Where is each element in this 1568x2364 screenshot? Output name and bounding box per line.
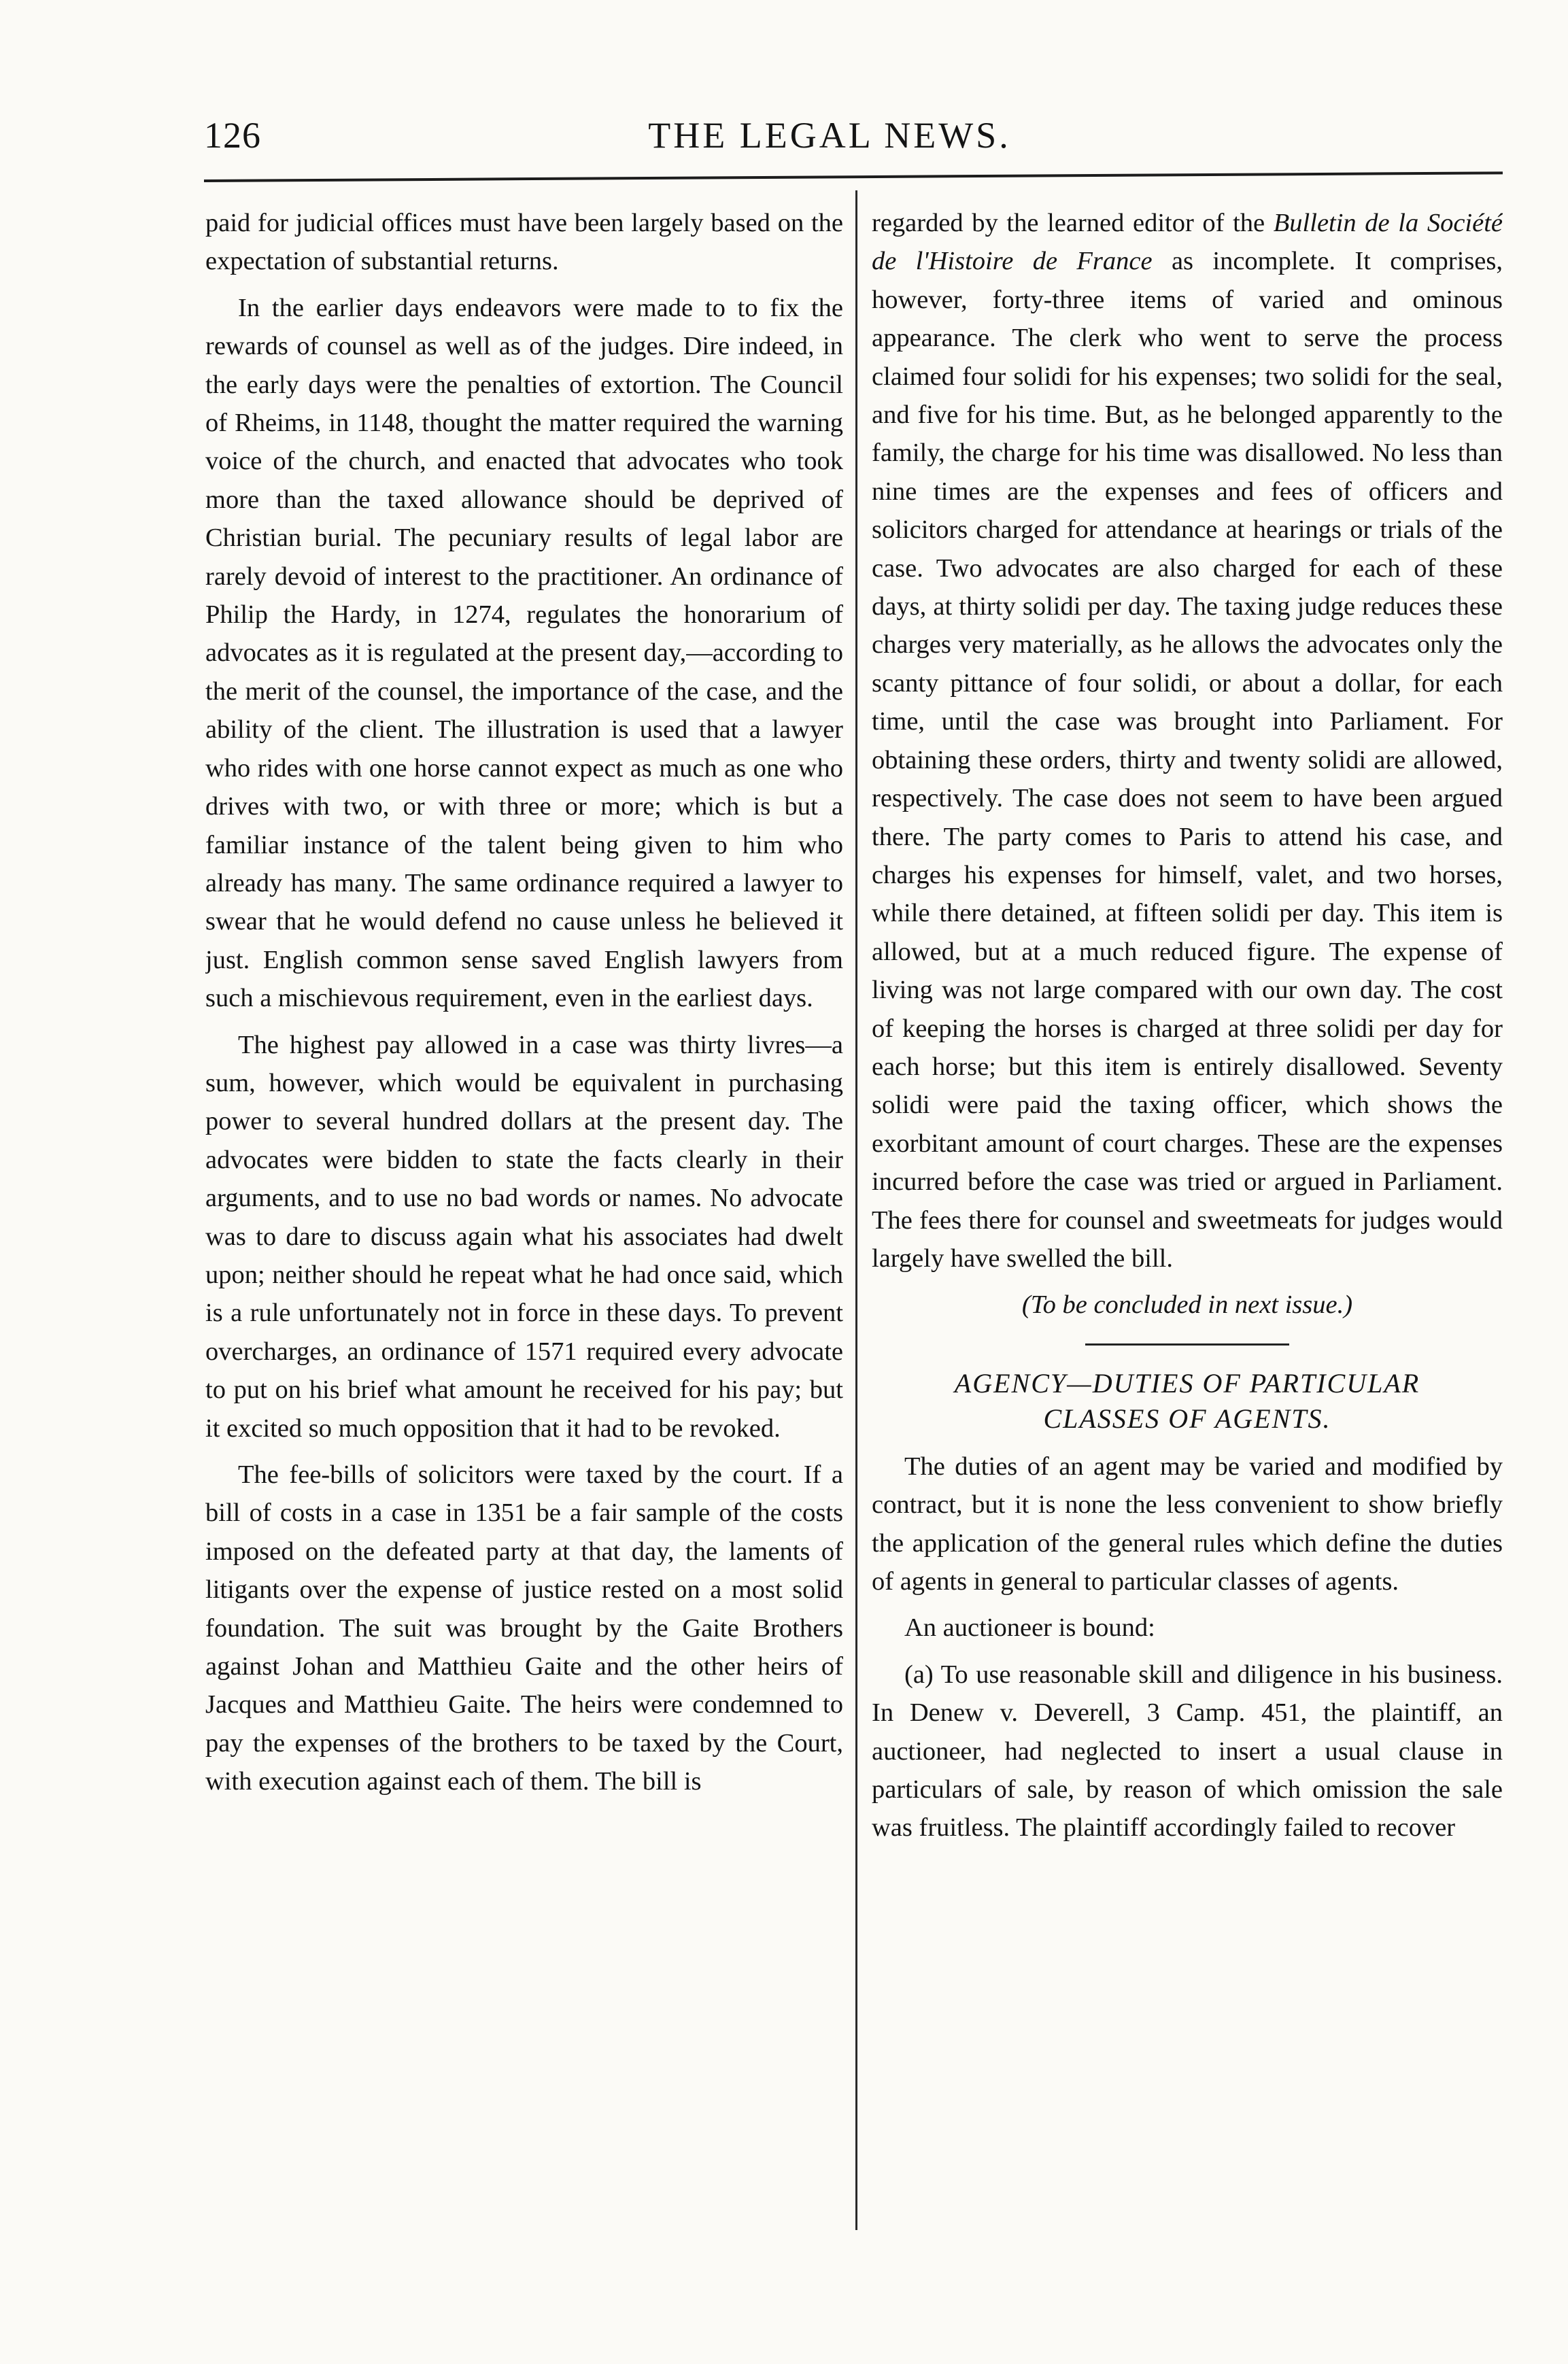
right-paragraph-1-rest: as incomplete. It comprises, however, forty-three items of varied and ominous appearance. The clerk who went to serve the process claimed four solidi for his expenses; two solidi for the seal, and five for his time. But, as he belonged apparently to the family, the charge for his time was disallowed. No less than nine times are the expenses and fees of officers and solicitors charged for attendance at hearings or trials of the case. Two advocates are also charged for each of these days, at thirty solidi per day. The taxing judge reduces these charges very materially, as he allows the advocates only the scanty pittance of four solidi, or about a dollar, for each time, until the case was brought into Parliament. For obtaining these orders, thirty and twenty solidi are allowed, respectively. The case does not seem to have been argued there. The party comes to Paris to attend his case, and charges his expenses for himself, valet, and two horses, while there detained, at fifteen solidi per day. This item is allowed, but at a much reduced figure. The expense of living was not large compared with our own day. The cost of keeping the horses is charged at three solidi per day for each horse; but this item is entirely disallowed. Seventy solidi were paid the taxing officer, which shows the exorbitant amount of court charges. These are the expenses incurred before the case was tried or argued in Parliament. The fees there for counsel and sweetmeats for judges would largely have swelled the bill.: [872, 247, 1503, 1273]
section-heading-line-2: CLASSES OF AGENTS.: [1043, 1403, 1331, 1434]
column-divider: [855, 190, 857, 2230]
left-paragraph-3: The highest pay allowed in a case was thirty livres—a sum, however, which would be equivalent in purchasing power to several hundred dollars at the present day. The advocates were bidden to state the facts clearly in their arguments, and to use no bad words or names. No advocate was to dare to discuss again what his associates had dwelt upon; neither should he repeat what he had once said, which is a rule unfortunately not in force in these days. To prevent overcharges, an ordinance of 1571 required every advocate to put on his brief what amount he received for his pay; but it excited so much opposition that it had to be revoked.: [205, 1030, 843, 1443]
right-paragraph-4: (a) To use reasonable skill and diligence in his business. In Denew v. Deverell, 3 Camp. 451, the plaintiff, an auctioneer, had neglected to insert a usual clause in particulars of sale, by reason of which omission the sale was fruitless. The plaintiff accordingly failed to recover: [872, 1660, 1503, 1843]
right-paragraph-2: The duties of an agent may be varied and modified by contract, but it is none the less convenient to show briefly the application of the general rules which define the duties of agents in general to particular classes of agents.: [872, 1452, 1503, 1596]
to-be-concluded-note: (To be concluded in next issue.): [1021, 1290, 1353, 1320]
right-paragraph-3: An auctioneer is bound:: [904, 1613, 1155, 1643]
left-paragraph-4: The fee-bills of solicitors were taxed by the court. If a bill of costs in a case in 1351 be a fair sample of the costs imposed on the defeated party at that day, the laments of litigants over the expense of justice rested on a most solid foundation. The suit was brought by the Gaite Brothers against Johan and Matthieu Gaite and the other heirs of Jacques and Matthieu Gaite. The heirs were condemned to pay the expenses of the brothers to be taxed by the Court, with execution against each of them. The bill is: [205, 1460, 843, 1796]
running-title: THE LEGAL NEWS.: [648, 115, 1011, 156]
right-column: [872, 204, 1503, 2237]
left-paragraph-2: In the earlier days endeavors were made to to fix the rewards of counsel as well as of the judges. Dire indeed, in the early days were the penalties of extortion. The Council of Rheims, in 1148, thought the matter required the warning voice of the church, and enacted that advocates who took more than the taxed allowance should be deprived of Christian burial. The pecuniary results of legal labor are rarely devoid of interest to the practitioner. An ordinance of Philip the Hardy, in 1274, regulates the honorarium of advocates as it is regulated at the present day,—according to the merit of the counsel, the importance of the case, and the ability of the client. The illustration is used that a lawyer who rides with one horse cannot expect as much as one who drives with two, or with three or more; which is but a familiar instance of the talent being given to him who already has many. The same ordinance required a lawyer to swear that he would defend no cause unless he believed it just. English common sense saved English lawyers from such a mischievous requirement, even in the earliest days.: [205, 293, 843, 1013]
right-paragraph-1: [872, 204, 1503, 1278]
right-paragraph-1-start: regarded by the learned editor of the: [872, 209, 1274, 237]
section-heading: [872, 1366, 1503, 1437]
left-paragraph-1: paid for judicial offices must have been largely based on the expectation of substantial returns.: [205, 209, 843, 276]
left-column: [205, 204, 843, 2237]
page-header: [204, 114, 1455, 175]
page-number: 126: [204, 115, 261, 156]
section-rule: [1085, 1343, 1289, 1346]
bulletin-title: Bulletin de la Société de l'Histoire de France: [872, 209, 1503, 276]
section-heading-line-1: AGENCY—DUTIES OF PARTICULAR: [954, 1367, 1420, 1399]
